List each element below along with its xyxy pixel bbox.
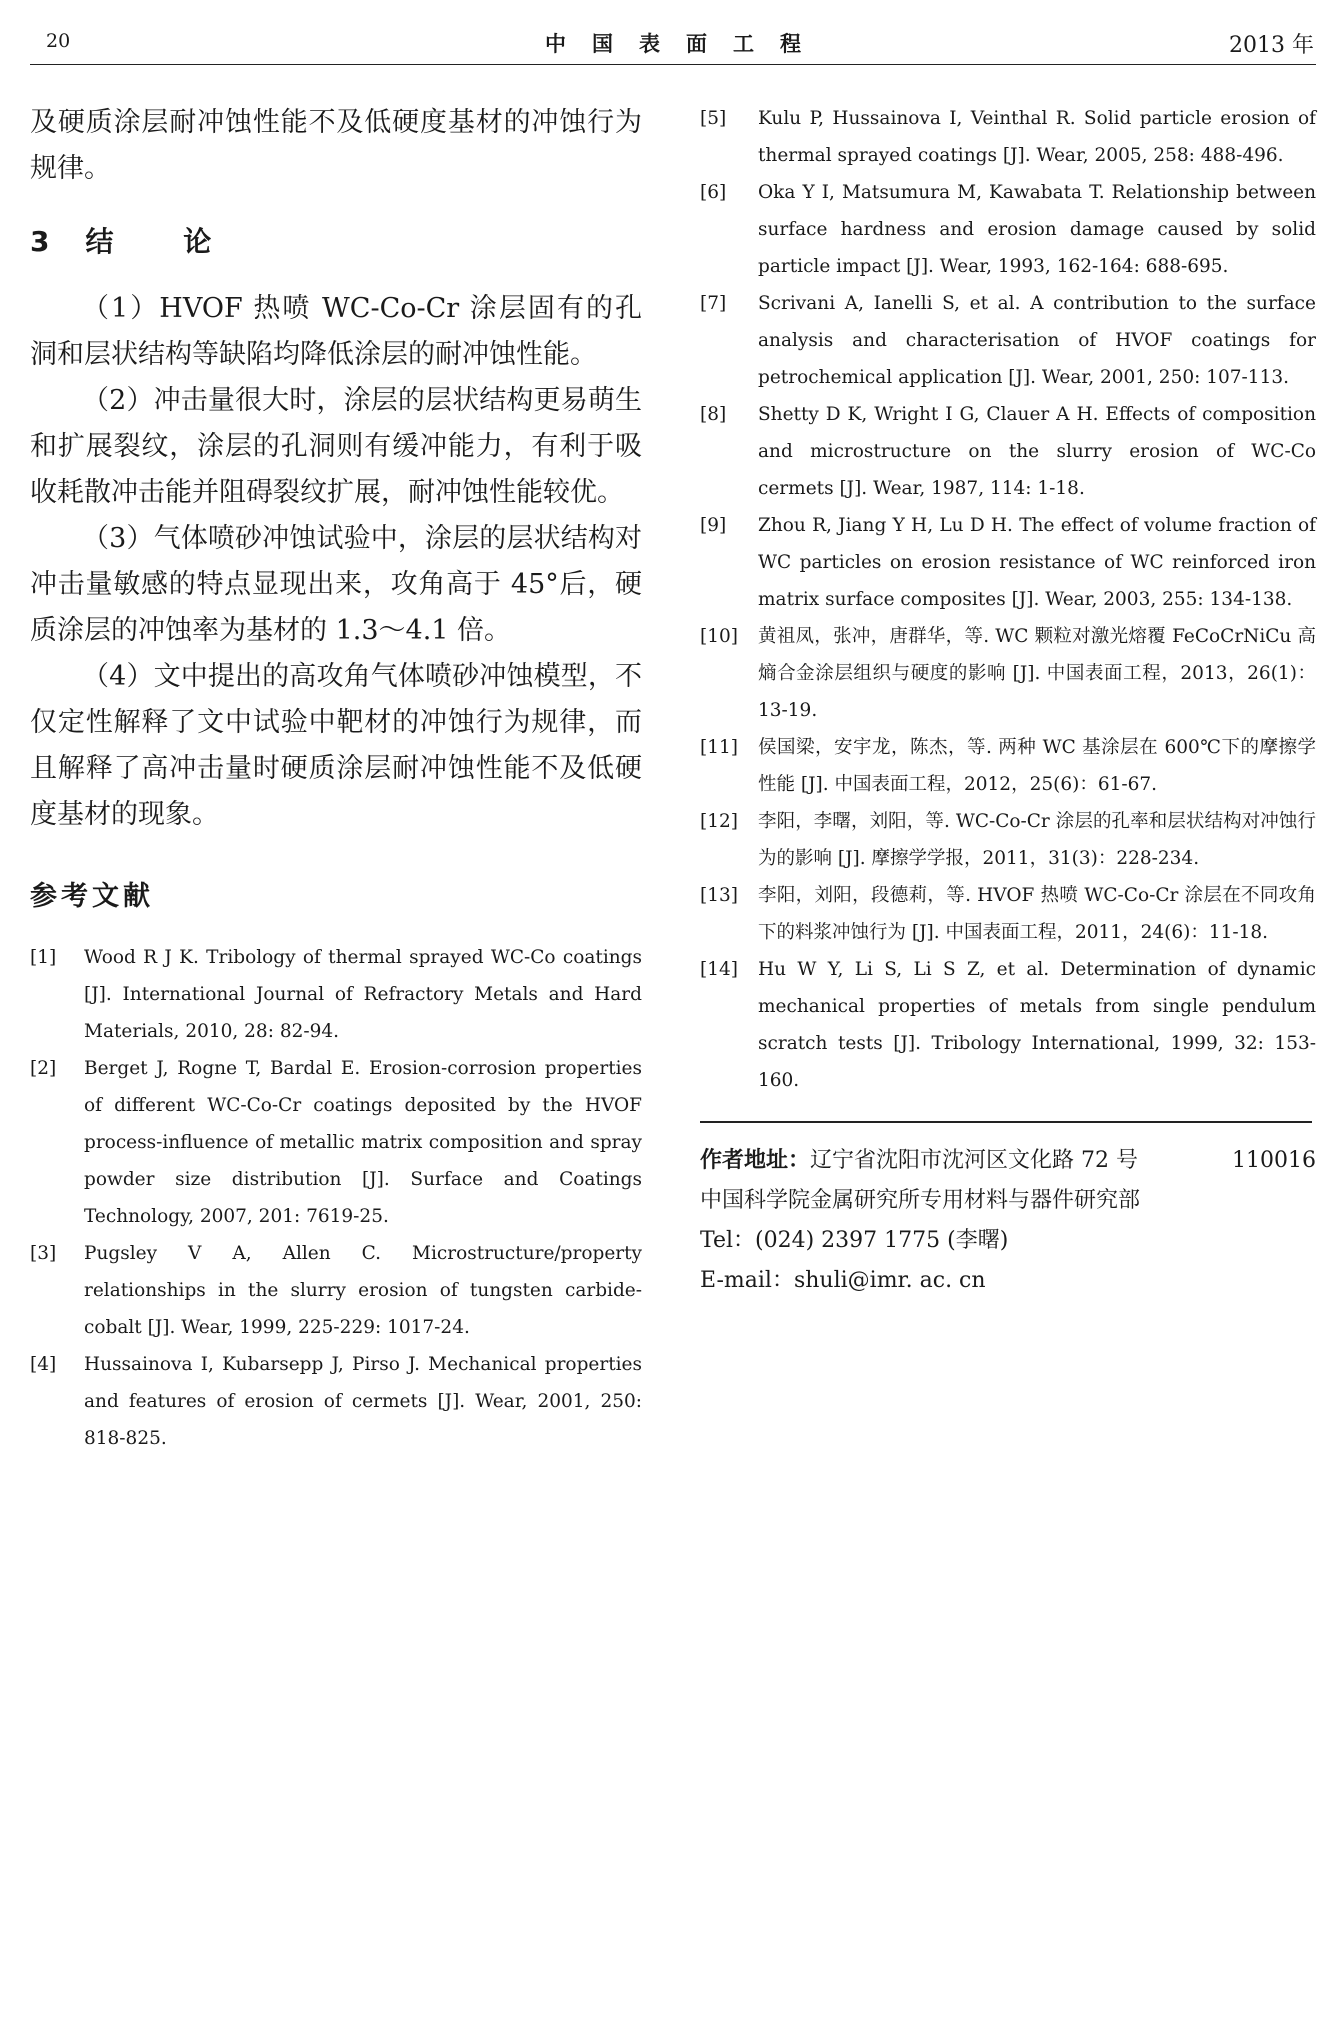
reference-number: [3]	[30, 1243, 57, 1264]
references-heading: 参考文献	[30, 881, 154, 912]
section-title: 结 论	[85, 225, 242, 258]
reference-text: Hu W Y, Li S, Li S Z, et al. Determination of dynamic mechanical properties of metals from single pendulum scratch tests [J]. Tribology International, 1999, 32: 153-160.	[758, 959, 1316, 1091]
continued-paragraph: 及硬质涂层耐冲蚀性能不及低硬度基材的冲蚀行为规律。	[30, 107, 642, 184]
reference-item	[700, 396, 1316, 507]
conclusion-3: （3）气体喷砂冲蚀试验中，涂层的层状结构对冲击量敏感的特点显现出来，攻角高于 45°后，硬质涂层的冲蚀率为基材的 1.3～4.1 倍。	[30, 523, 642, 646]
reference-item	[700, 100, 1316, 174]
reference-text: Hussainova I, Kubarsepp J, Pirso J. Mechanical properties and features of erosion of cermets [J]. Wear, 2001, 250: 818-825.	[84, 1354, 642, 1449]
conclusion-1: （1）HVOF 热喷 WC-Co-Cr 涂层固有的孔洞和层状结构等缺陷均降低涂层的耐冲蚀性能。	[30, 293, 642, 370]
section-heading	[30, 220, 642, 260]
reference-item	[30, 1346, 642, 1457]
reference-item	[700, 618, 1316, 729]
reference-text: Scrivani A, Ianelli S, et al. A contribution to the surface analysis and characterisation of HVOF coatings for petrochemical application [J]. Wear, 2001, 250: 107-113.	[758, 293, 1316, 388]
author-address-line	[700, 1141, 1316, 1181]
reference-number: [2]	[30, 1058, 57, 1079]
reference-text: Berget J, Rogne T, Bardal E. Erosion-corrosion properties of different WC-Co-Cr coatings deposited by the HVOF process-influence of metallic matrix composition and spray powder size distribution [J]. Surface and Coatings Technology, 2007, 201: 7619-25.	[84, 1058, 642, 1227]
reference-text: Pugsley V A, Allen C. Microstructure/property relationships in the slurry erosion of tungsten carbide-cobalt [J]. Wear, 1999, 225-229: 1017-24.	[84, 1243, 642, 1338]
author-tel: Tel：(024) 2397 1775 (李曙)	[700, 1228, 1009, 1253]
reference-number: [5]	[700, 108, 727, 129]
reference-number: [6]	[700, 182, 727, 203]
reference-text: Shetty D K, Wright I G, Clauer A H. Effects of composition and microstructure on the slurry erosion of WC-Co cermets [J]. Wear, 1987, 114: 1-18.	[758, 404, 1316, 499]
reference-text: 李阳，李曙，刘阳，等. WC-Co-Cr 涂层的孔率和层状结构对冲蚀行为的影响 [J]. 摩擦学学报，2011，31(3)：228-234.	[758, 811, 1316, 869]
reference-number: [8]	[700, 404, 727, 425]
author-info	[700, 1141, 1316, 1301]
reference-number: [10]	[700, 626, 738, 647]
journal-title: 中国表面工程	[545, 32, 827, 56]
author-address: 辽宁省沈阳市沈河区文化路 72 号	[810, 1148, 1138, 1173]
header-year: 2013 年	[1229, 33, 1314, 58]
section-number: 3	[30, 225, 56, 258]
reference-item	[700, 507, 1316, 618]
reference-item	[700, 803, 1316, 877]
reference-number: [11]	[700, 737, 738, 758]
right-column	[700, 100, 1316, 1301]
author-divider	[700, 1121, 1312, 1123]
reference-text: Oka Y I, Matsumura M, Kawabata T. Relationship between surface hardness and erosion damage caused by solid particle impact [J]. Wear, 1993, 162-164: 688-695.	[758, 182, 1316, 277]
reference-number: [9]	[700, 515, 727, 536]
reference-number: [13]	[700, 885, 738, 906]
reference-item	[30, 939, 642, 1050]
reference-number: [1]	[30, 947, 57, 968]
reference-text: 李阳，刘阳，段德莉，等. HVOF 热喷 WC-Co-Cr 涂层在不同攻角下的料浆冲蚀行为 [J]. 中国表面工程，2011，24(6)：11-18.	[758, 885, 1316, 943]
reference-item	[700, 174, 1316, 285]
reference-number: [14]	[700, 959, 738, 980]
address-label: 作者地址：	[700, 1148, 811, 1173]
reference-item	[700, 951, 1316, 1099]
reference-text: Wood R J K. Tribology of thermal sprayed WC-Co coatings [J]. International Journal of Refractory Metals and Hard Materials, 2010, 28: 82-94.	[84, 947, 642, 1042]
reference-item	[700, 285, 1316, 396]
conclusion-2: （2）冲击量很大时，涂层的层状结构更易萌生和扩展裂纹，涂层的孔洞则有缓冲能力，有利于吸收耗散冲击能并阻碍裂纹扩展，耐冲蚀性能较优。	[30, 385, 642, 508]
running-header	[30, 28, 1316, 65]
reference-item	[30, 1235, 642, 1346]
reference-text: Zhou R, Jiang Y H, Lu D H. The effect of volume fraction of WC particles on erosion resistance of WC reinforced iron matrix surface composites [J]. Wear, 2003, 255: 134-138.	[758, 515, 1316, 610]
reference-item	[700, 729, 1316, 803]
postal-code: 110016	[1232, 1148, 1316, 1173]
reference-item	[700, 877, 1316, 951]
reference-number: [12]	[700, 811, 738, 832]
author-institute: 中国科学院金属研究所专用材料与器件研究部	[700, 1188, 1141, 1213]
reference-text: 黄祖凤，张冲，唐群华，等. WC 颗粒对激光熔覆 FeCoCrNiCu 高熵合金涂层组织与硬度的影响 [J]. 中国表面工程，2013，26(1)：13-19.	[758, 626, 1316, 721]
reference-item	[30, 1050, 642, 1235]
reference-number: [4]	[30, 1354, 57, 1375]
page-number: 20	[46, 30, 71, 52]
reference-text: 侯国梁，安宇龙，陈杰，等. 两种 WC 基涂层在 600℃下的摩擦学性能 [J]. 中国表面工程，2012，25(6)：61-67.	[758, 737, 1316, 795]
reference-number: [7]	[700, 293, 727, 314]
conclusion-4: （4）文中提出的高攻角气体喷砂冲蚀模型，不仅定性解释了文中试验中靶材的冲蚀行为规律，而且解释了高冲击量时硬质涂层耐冲蚀性能不及低硬度基材的现象。	[30, 661, 642, 830]
left-column	[30, 100, 642, 1457]
reference-text: Kulu P, Hussainova I, Veinthal R. Solid particle erosion of thermal sprayed coatings [J]. Wear, 2005, 258: 488-496.	[758, 108, 1316, 166]
author-email: E-mail：shuli@imr. ac. cn	[700, 1268, 986, 1293]
